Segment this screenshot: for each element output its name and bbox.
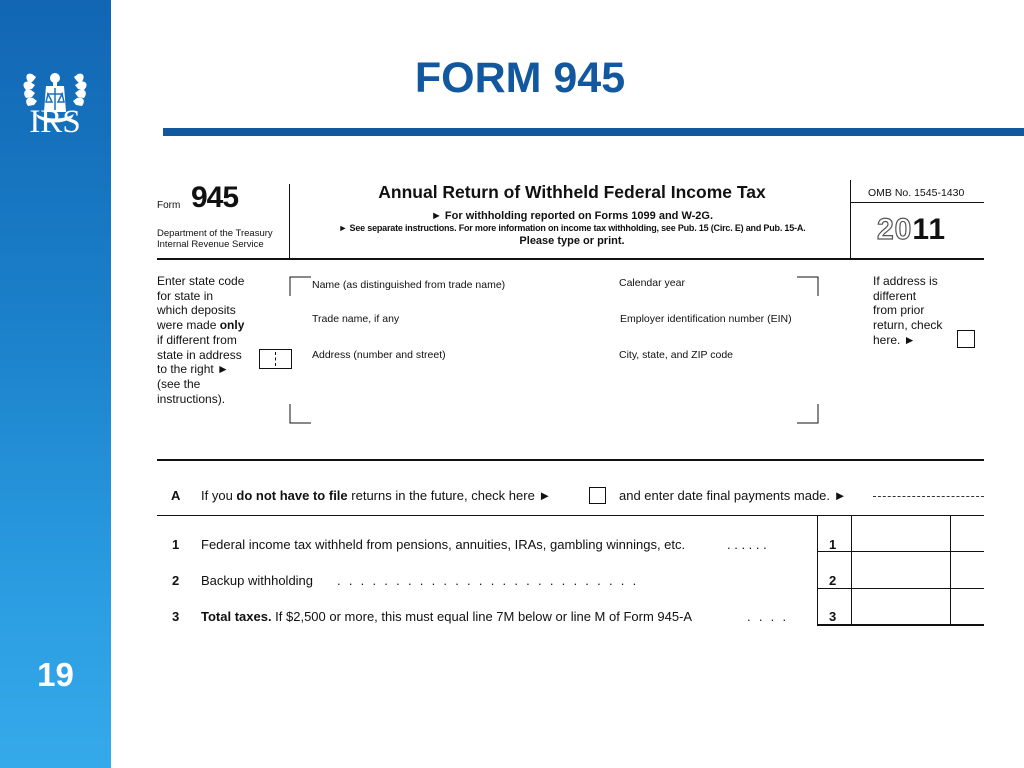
slide-title: FORM 945 [414, 54, 626, 102]
line-1-number: 1 [172, 537, 180, 552]
form-heading: Annual Return of Withheld Federal Income Tax [378, 182, 766, 202]
header-bottom-rule [157, 258, 984, 260]
header-divider-right [850, 180, 851, 258]
trade-name-field[interactable]: Trade name, if any [312, 313, 400, 325]
line-2-text: Backup withholding [201, 573, 314, 588]
line-3-text: Total taxes. If $2,500 or more, this must equal line 7M below or line M of Form 945-A [201, 609, 693, 624]
section-rule [157, 459, 984, 461]
omb-number: OMB No. 1545-1430 [868, 187, 965, 199]
omb-rule [850, 202, 984, 203]
city-state-zip-field[interactable]: City, state, and ZIP code [619, 349, 734, 361]
bracket-top-left [289, 276, 311, 296]
line-a-date-label: and enter date final payments made. ► [619, 488, 847, 503]
sidebar [0, 0, 111, 768]
line-2-dots: . . . . . . . . . . . . . . . . . . . . . . . . . . [337, 573, 637, 588]
line-1-text: Federal income tax withheld from pensions, annuities, IRAs, gambling winnings, etc. [201, 537, 686, 552]
state-code-instructions: Enter state code for state in which deposits were made only if different from state in address to the right ► (see the instructions). [157, 274, 245, 406]
line-3-dots: . . . . [747, 609, 787, 624]
line-1-amount-input[interactable] [852, 516, 950, 551]
form-subheading-2: ► See separate instructions. For more information on income tax withholding, see Pub. 15 (Circ. E) and Pub. 15-A. [338, 223, 806, 233]
department-label: Department of the Treasury Internal Revenue Service [157, 228, 273, 250]
form-945 [157, 180, 984, 630]
line-3-number: 3 [172, 609, 180, 624]
line-a-letter: A [171, 488, 181, 503]
bracket-top-right [797, 276, 819, 296]
state-code-input[interactable] [259, 349, 292, 369]
header-divider-left [289, 184, 290, 258]
address-field[interactable]: Address (number and street) [312, 349, 446, 361]
form-subheading-3: Please type or print. [519, 235, 625, 247]
line-3-box-label: 3 [829, 609, 837, 624]
name-field[interactable]: Name (as distinguished from trade name) [312, 279, 506, 291]
line-1-box-label: 1 [829, 537, 837, 552]
tax-year: 2011 [877, 213, 947, 246]
line-2-number: 2 [172, 573, 180, 588]
final-return-checkbox[interactable] [589, 487, 606, 504]
form-subheading-1: ► For withholding reported on Forms 1099 and W-2G. [430, 210, 713, 222]
irs-logo-text: IRS [29, 104, 81, 140]
bracket-bottom-left [289, 404, 311, 424]
line-2-amount-input[interactable] [852, 552, 950, 588]
address-change-instructions: If address is different from prior return, check here. ► [873, 274, 943, 347]
final-payment-date-input[interactable] [873, 496, 984, 497]
page-number: 19 [37, 656, 74, 693]
form-label: Form [157, 200, 181, 211]
bracket-bottom-right [797, 404, 819, 424]
calendar-year-field[interactable]: Calendar year [619, 277, 685, 289]
line-3-amount-input[interactable] [852, 589, 950, 625]
ein-field[interactable]: Employer identification number (EIN) [620, 313, 792, 325]
line-1-dots: . . . . . . [727, 537, 767, 552]
form-number: 945 [191, 181, 239, 214]
line-2-box-label: 2 [829, 573, 837, 588]
line-a-text: If you do not have to file returns in the future, check here ► [201, 488, 552, 503]
box-col-right [950, 515, 951, 626]
address-change-checkbox[interactable] [957, 330, 975, 348]
box-col-left [817, 515, 818, 626]
form-bottom-rule [817, 624, 984, 626]
title-divider [163, 128, 1024, 136]
